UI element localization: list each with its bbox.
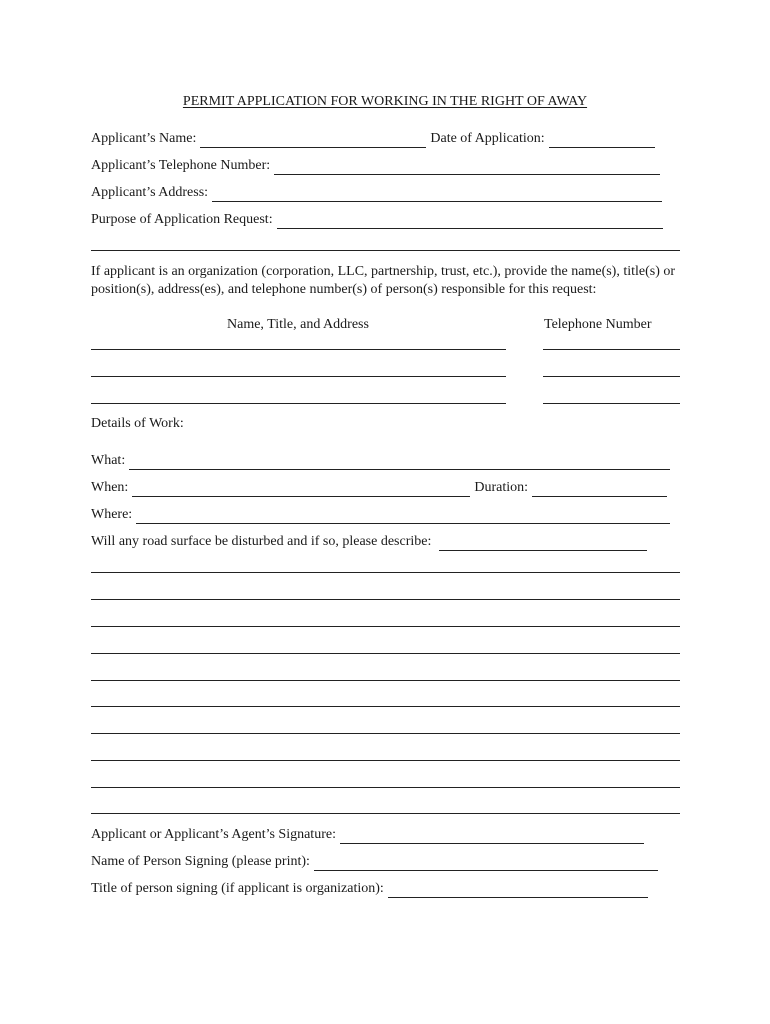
purpose-field[interactable] — [277, 213, 663, 229]
responsible-person-telephone-field-1[interactable] — [543, 349, 680, 350]
date-of-application-label: Date of Application: — [430, 131, 545, 146]
purpose-row — [91, 209, 663, 229]
description-line[interactable] — [91, 653, 680, 654]
what-field[interactable] — [129, 454, 670, 470]
telephone-label: Applicant’s Telephone Number: — [91, 158, 271, 173]
title-signing-field[interactable] — [388, 882, 648, 898]
title-signing-label: Title of person signing (if applicant is organization): — [91, 881, 384, 896]
description-line[interactable] — [91, 787, 680, 788]
form-title: PERMIT APPLICATION FOR WORKING IN THE RIGHT OF AWAY — [182, 94, 588, 109]
column-telephone-number: Telephone Number — [544, 317, 652, 332]
applicant-name-row — [91, 128, 655, 148]
name-print-label: Name of Person Signing (please print): — [91, 854, 310, 869]
signature-field[interactable] — [340, 828, 644, 844]
what-row — [91, 450, 670, 470]
name-print-row — [91, 851, 658, 871]
signature-label: Applicant or Applicant’s Agent’s Signature: — [91, 827, 336, 842]
description-line[interactable] — [91, 733, 680, 734]
purpose-label: Purpose of Application Request: — [91, 212, 273, 227]
responsible-person-name-field-3[interactable] — [91, 403, 506, 404]
where-row — [91, 504, 670, 524]
applicant-name-field[interactable] — [200, 132, 426, 148]
when-field[interactable] — [132, 481, 470, 497]
responsible-person-telephone-field-3[interactable] — [543, 403, 680, 404]
column-name-title-address: Name, Title, and Address — [227, 317, 369, 332]
date-of-application-field[interactable] — [549, 132, 655, 148]
description-line[interactable] — [91, 706, 680, 707]
description-line[interactable] — [91, 626, 680, 627]
telephone-field[interactable] — [274, 159, 660, 175]
where-field[interactable] — [136, 508, 670, 524]
signature-row — [91, 824, 644, 844]
responsible-person-name-field-1[interactable] — [91, 349, 506, 350]
address-field[interactable] — [212, 186, 662, 202]
applicant-name-label: Applicant’s Name: — [91, 131, 197, 146]
road-surface-field[interactable] — [439, 535, 647, 551]
description-line[interactable] — [91, 572, 680, 573]
duration-field[interactable] — [532, 481, 667, 497]
road-surface-row — [91, 531, 647, 551]
details-of-work-heading: Details of Work: — [91, 416, 184, 431]
name-print-field[interactable] — [314, 855, 658, 871]
purpose-field-continued[interactable] — [91, 250, 680, 251]
description-line[interactable] — [91, 680, 680, 681]
description-line[interactable] — [91, 599, 680, 600]
telephone-row — [91, 155, 660, 175]
when-row — [91, 477, 667, 497]
road-surface-label: Will any road surface be disturbed and if so, please describe: — [91, 534, 432, 549]
when-label: When: — [91, 480, 129, 495]
description-line[interactable] — [91, 813, 680, 814]
title-signing-row — [91, 878, 648, 898]
where-label: Where: — [91, 507, 133, 522]
address-label: Applicant’s Address: — [91, 185, 209, 200]
address-row — [91, 182, 662, 202]
organization-instructions: If applicant is an organization (corporation, LLC, partnership, trust, etc.), provide the name(s), title(s) or position(s), address(es), and telephone number(s) of person(s) responsible for this request: — [91, 264, 676, 297]
responsible-person-name-field-2[interactable] — [91, 376, 506, 377]
what-label: What: — [91, 453, 126, 468]
description-line[interactable] — [91, 760, 680, 761]
responsible-person-telephone-field-2[interactable] — [543, 376, 680, 377]
duration-label: Duration: — [474, 480, 528, 495]
